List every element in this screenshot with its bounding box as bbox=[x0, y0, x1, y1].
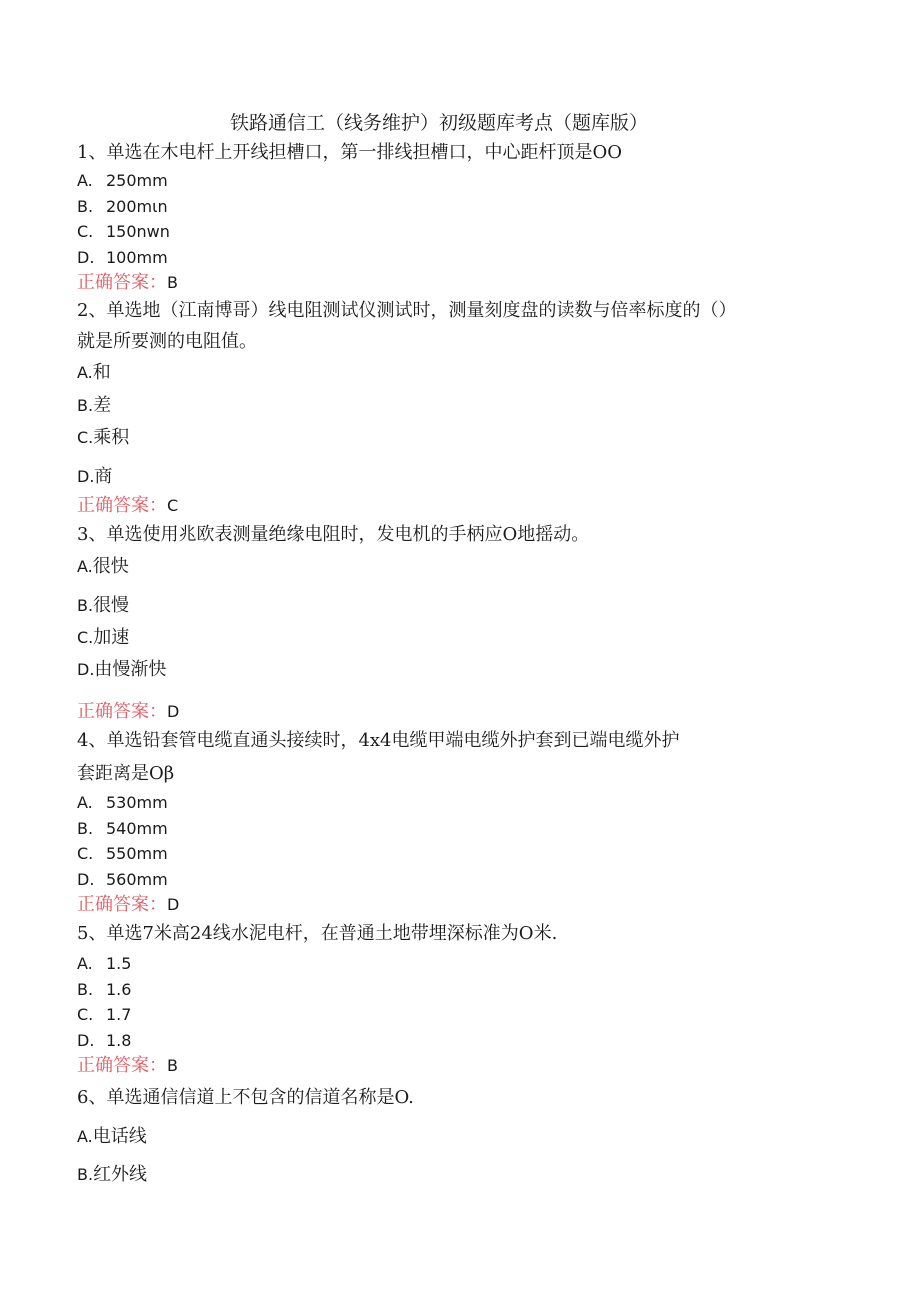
question-4-option-c bbox=[77, 846, 168, 862]
question-4-option-a bbox=[77, 795, 168, 811]
option-text: 560mm bbox=[106, 870, 168, 889]
option-text: 250mm bbox=[106, 171, 168, 190]
option-label: A. bbox=[77, 954, 93, 973]
option-text: 由慢渐快 bbox=[94, 659, 167, 680]
answer-label: 正确答案： bbox=[77, 894, 167, 915]
option-text: 很快 bbox=[92, 556, 129, 577]
question-6-option-a bbox=[77, 1128, 147, 1146]
option-label: A. bbox=[77, 363, 93, 382]
option-text: 电话线 bbox=[92, 1126, 147, 1147]
question-5-answer bbox=[77, 1057, 178, 1075]
option-label: A. bbox=[77, 1127, 93, 1146]
question-3-option-d bbox=[77, 661, 166, 679]
question-2-option-a bbox=[77, 364, 111, 382]
question-4-text-line1: 4、单选铅套管电缆直通头接续时，4x4电缆甲端电缆外护套到已端电缆外护 bbox=[77, 730, 680, 751]
question-3-option-a bbox=[77, 558, 129, 576]
question-3-answer bbox=[77, 703, 179, 721]
option-text: 150nwn bbox=[106, 222, 170, 241]
question-2-text-line2: 就是所要测的电阻值。 bbox=[77, 331, 257, 352]
question-1-option-a bbox=[77, 173, 168, 189]
option-text: 550mm bbox=[106, 844, 168, 863]
option-label: B. bbox=[77, 197, 94, 216]
question-5-option-a bbox=[77, 956, 131, 972]
option-label: B. bbox=[77, 596, 94, 615]
option-text: 差 bbox=[93, 395, 112, 416]
option-label: C. bbox=[77, 222, 94, 241]
question-3-option-b bbox=[77, 597, 129, 615]
question-5-option-b bbox=[77, 982, 131, 998]
question-6-text: 6、单选通信信道上不包含的信道名称是O. bbox=[77, 1087, 414, 1108]
option-text: 1.6 bbox=[106, 980, 132, 999]
option-label: D. bbox=[77, 1031, 95, 1050]
question-2-answer bbox=[77, 497, 178, 515]
page-title: 铁路通信工（线务维护）初级题库考点（题库版） bbox=[230, 112, 649, 134]
answer-value: B bbox=[167, 273, 178, 292]
option-text: 红外线 bbox=[93, 1164, 148, 1185]
option-label: D. bbox=[77, 660, 95, 679]
option-label: D. bbox=[77, 870, 95, 889]
option-text: 540mm bbox=[106, 819, 168, 838]
option-text: 1.8 bbox=[106, 1031, 132, 1050]
answer-label: 正确答案： bbox=[77, 495, 167, 516]
answer-value: B bbox=[167, 1056, 178, 1075]
question-4-answer bbox=[77, 896, 179, 914]
answer-value: D bbox=[167, 702, 180, 721]
option-label: A. bbox=[77, 793, 93, 812]
answer-label: 正确答案： bbox=[77, 1055, 167, 1076]
option-text: 和 bbox=[92, 362, 111, 383]
question-2-option-b bbox=[77, 397, 111, 415]
question-3-option-c bbox=[77, 629, 129, 647]
question-2-option-c bbox=[77, 429, 129, 447]
option-text: 100mm bbox=[106, 248, 168, 267]
option-label: C. bbox=[77, 844, 94, 863]
answer-label: 正确答案： bbox=[77, 272, 167, 293]
question-5-text: 5、单选7米高24线水泥电杆，在普通土地带埋深标准为O米. bbox=[77, 923, 558, 944]
question-1-option-b bbox=[77, 199, 168, 215]
option-text: 200mιn bbox=[106, 197, 168, 216]
option-label: C. bbox=[77, 628, 94, 647]
option-label: C. bbox=[77, 1005, 94, 1024]
option-text: 很慢 bbox=[93, 595, 130, 616]
question-5-option-c bbox=[77, 1007, 131, 1023]
option-label: B. bbox=[77, 1165, 94, 1184]
option-text: 商 bbox=[94, 466, 113, 487]
question-6-option-b bbox=[77, 1166, 147, 1184]
option-label: A. bbox=[77, 171, 93, 190]
option-label: D. bbox=[77, 467, 95, 486]
question-4-option-b bbox=[77, 821, 168, 837]
answer-label: 正确答案： bbox=[77, 701, 167, 722]
question-4-text-line2: 套距离是Oβ bbox=[77, 763, 175, 784]
option-text: 加速 bbox=[93, 627, 130, 648]
question-1-text: 1、单选在木电杆上开线担槽口，第一排线担槽口，中心距杆顶是OO bbox=[77, 142, 622, 163]
question-3-text: 3、单选使用兆欧表测量绝缘电阻时，发电机的手柄应O地摇动。 bbox=[77, 524, 590, 545]
answer-value: D bbox=[167, 895, 180, 914]
question-1-option-c bbox=[77, 224, 170, 240]
question-4-option-d bbox=[77, 872, 168, 888]
option-text: 1.7 bbox=[106, 1005, 132, 1024]
question-2-option-d bbox=[77, 468, 112, 486]
question-2-text-line1: 2、单选地（江南博哥）线电阻测试仪测试时，测量刻度盘的读数与倍率标度的（） bbox=[77, 300, 737, 321]
option-label: A. bbox=[77, 557, 93, 576]
option-text: 530mm bbox=[106, 793, 168, 812]
question-5-option-d bbox=[77, 1033, 131, 1049]
option-label: B. bbox=[77, 980, 94, 999]
option-text: 1.5 bbox=[106, 954, 132, 973]
option-label: B. bbox=[77, 396, 94, 415]
question-1-answer bbox=[77, 274, 178, 292]
option-label: C. bbox=[77, 428, 94, 447]
option-text: 乘积 bbox=[93, 427, 130, 448]
question-1-option-d bbox=[77, 250, 168, 266]
option-label: D. bbox=[77, 248, 95, 267]
option-label: B. bbox=[77, 819, 94, 838]
answer-value: C bbox=[167, 496, 179, 515]
